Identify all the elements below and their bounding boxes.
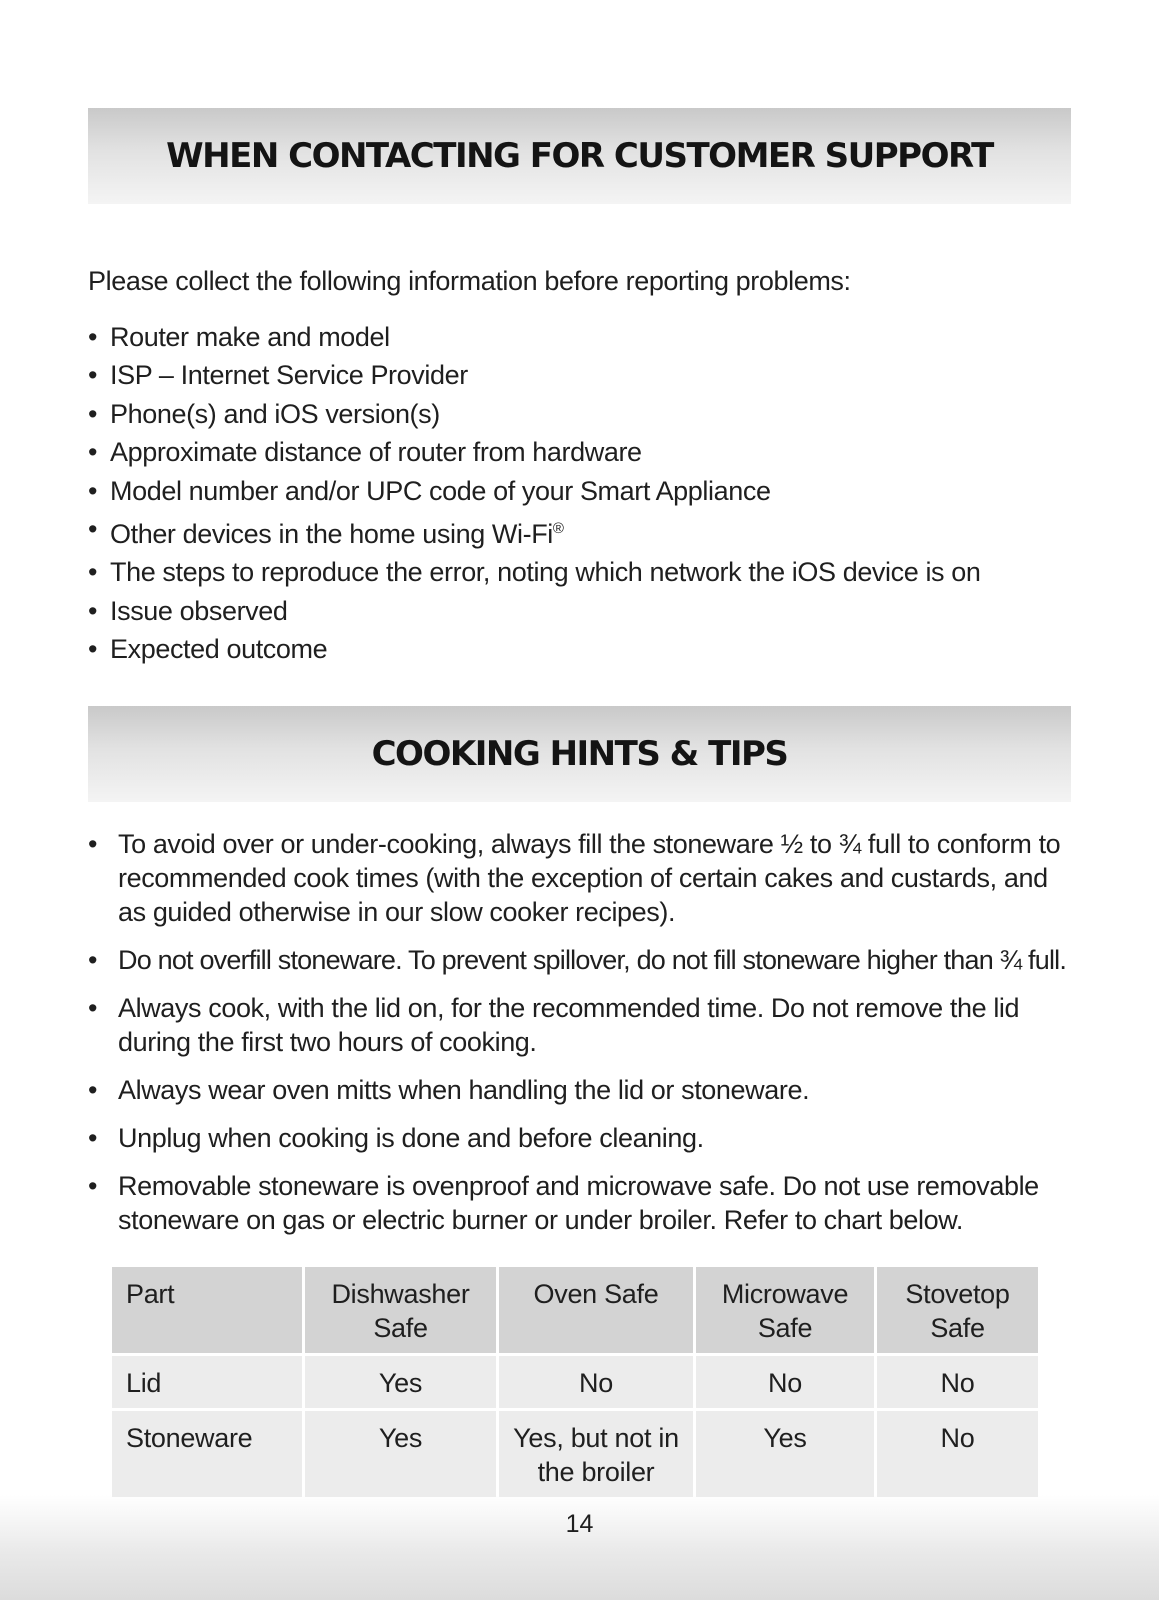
list-item: • Do not overfill stoneware. To prevent spillover, do not fill stoneware higher than ¾ full.	[88, 943, 1078, 977]
list-item: • Phone(s) and iOS version(s)	[88, 395, 980, 433]
header-oven-safe: Oven Safe	[499, 1267, 693, 1353]
table-cell: No	[877, 1411, 1038, 1497]
table-cell: No	[499, 1356, 693, 1408]
list-item: • Model number and/or UPC code of your Smart Appliance	[88, 472, 980, 510]
support-intro: Please collect the following information before reporting problems:	[88, 266, 851, 296]
list-item: • Approximate distance of router from hardware	[88, 433, 980, 471]
cooking-tips-list	[88, 827, 1078, 1251]
table-cell: Yes	[305, 1411, 496, 1497]
list-item: • ISP – Internet Service Provider	[88, 356, 980, 394]
table-cell: Yes, but not in the broiler	[499, 1411, 693, 1497]
header-microwave-safe: Microwave Safe	[696, 1267, 874, 1353]
table-cell: Yes	[305, 1356, 496, 1408]
cooking-tips-banner	[88, 706, 1071, 802]
table-row	[112, 1411, 1038, 1497]
header-stovetop-safe: Stovetop Safe	[877, 1267, 1038, 1353]
table-cell: Yes	[696, 1411, 874, 1497]
header-dishwasher-safe: Dishwasher Safe	[305, 1267, 496, 1353]
registered-mark: ®	[552, 520, 564, 538]
list-item	[88, 510, 980, 553]
table-cell: No	[696, 1356, 874, 1408]
list-item: • Unplug when cooking is done and before cleaning.	[88, 1121, 1078, 1155]
cooking-tips-heading: COOKING HINTS & TIPS	[371, 734, 788, 774]
page-number: 14	[565, 1510, 594, 1538]
table-cell: Lid	[112, 1356, 302, 1408]
list-item: • Expected outcome	[88, 630, 980, 668]
customer-support-heading: WHEN CONTACTING FOR CUSTOMER SUPPORT	[166, 136, 993, 176]
list-item: • Always wear oven mitts when handling the lid or stoneware.	[88, 1073, 1078, 1107]
list-item: • Always cook, with the lid on, for the recommended time. Do not remove the lid during the first two hours of cooking.	[88, 991, 1078, 1059]
stoneware-safety-chart	[109, 1264, 1041, 1500]
list-item: • To avoid over or under-cooking, always fill the stoneware ½ to ¾ full to conform to recommended cook times (with the exception of certain cakes and custards, and as guided otherwise in our slow cooker recipes).	[88, 827, 1078, 929]
table-cell: Stoneware	[112, 1411, 302, 1497]
table-header-row	[112, 1267, 1038, 1353]
header-part: Part	[112, 1267, 302, 1353]
list-item: • Removable stoneware is ovenproof and microwave safe. Do not use removable stoneware on gas or electric burner or under broiler. Refer to chart below.	[88, 1169, 1078, 1237]
list-item: • Issue observed	[88, 592, 980, 630]
list-item: • The steps to reproduce the error, noting which network the iOS device is on	[88, 553, 980, 591]
customer-support-banner	[88, 108, 1071, 204]
list-item-text: Other devices in the home using Wi-Fi	[110, 519, 553, 550]
list-item: • Router make and model	[88, 318, 980, 356]
table-cell: No	[877, 1356, 1038, 1408]
support-checklist	[88, 318, 980, 669]
table-row	[112, 1356, 1038, 1408]
